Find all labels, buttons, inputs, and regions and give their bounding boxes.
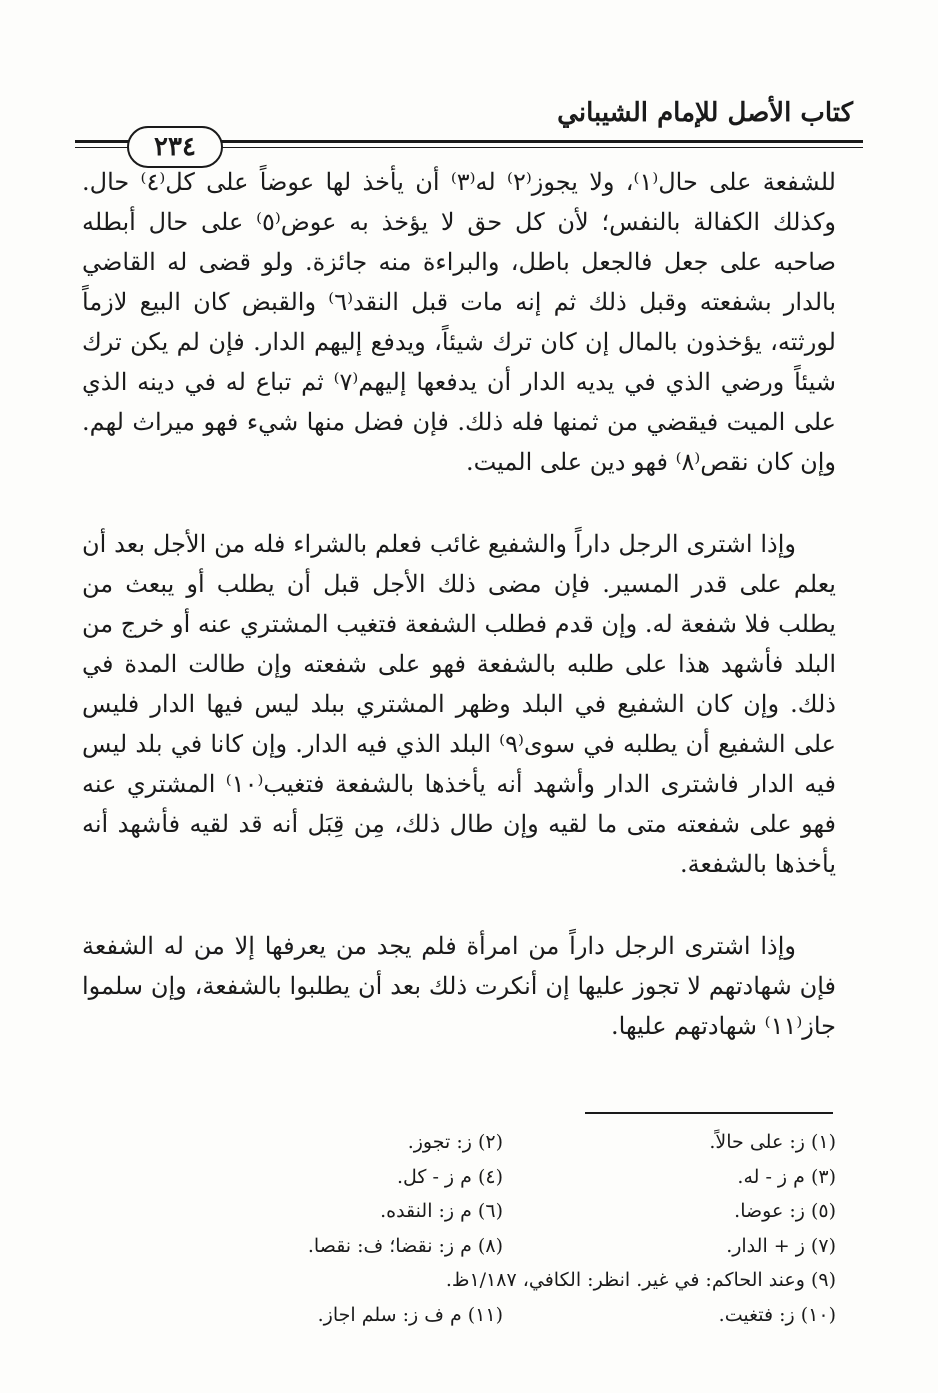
footnote: (٤) م ز - كل.	[396, 1165, 503, 1188]
footnote: (٦) م ز: النقده.	[380, 1200, 503, 1222]
footnote: (١١) م ف ز: سلم اجاز.	[317, 1303, 503, 1326]
footnote-row	[170, 1229, 836, 1264]
footnote: (٢) ز: تجوز.	[407, 1131, 503, 1153]
running-title: كتاب الأصل للإمام الشيباني	[557, 98, 853, 128]
main-text	[82, 162, 836, 1046]
footnote: (٨) م ز: نقضا؛ ف: نقصا.	[307, 1234, 503, 1257]
page-header	[75, 92, 863, 162]
footnote-separator	[585, 1112, 833, 1114]
footnotes	[170, 1125, 836, 1332]
footnote-row	[170, 1194, 836, 1229]
paragraph: وإذا اشترى الرجل داراً والشفيع غائب فعلم بالشراء فله من الأجل بعد أن يعلم على قدر المسير. فإن مضى ذلك الأجل قبل أن يطلب أو يبعث من يطلب فلا شفعة له. وإن قدم فطلب الشفعة فتغيب المشتري عنه أو خرج من البلد فأشهد هذا على طلبه بالشفعة فهو على شفعته وإن طالت المدة في ذلك. وإن كان الشفيع في البلد وظهر المشتري ببلد ليس فيها الدار فليس على الشفيع أن يطلبه في سوى⁽٩⁾ البلد الذي فيه الدار. وإن كانا في بلد ليس فيه الدار فاشترى الدار وأشهد أنه يأخذها بالشفعة فتغيب⁽١٠⁾ المشتري عنه فهو على شفعته متى ما لقيه وإن طال ذلك، مِن قِبَل أنه قد لقيه فأشهد أنه يأخذها بالشفعة.	[82, 530, 836, 878]
footnote-row	[170, 1298, 836, 1333]
paragraph: للشفعة على حال⁽١⁾، ولا يجوز⁽٢⁾ له⁽٣⁾ أن يأخذ لها عوضاً على كل⁽٤⁾ حال. وكذلك الكفالة بالنفس؛ لأن كل حق لا يؤخذ به عوض⁽٥⁾ على حال أبطله صاحبه على جعل فالجعل باطل، والبراءة منه جائزة. ولو قضى له القاضي بالدار بشفعته وقبل ذلك ثم إنه مات قبل النقد⁽٦⁾ والقبض كان البيع لازماً لورثته، يؤخذون بالمال إن كان ترك شيئاً، ويدفع إليهم الدار. فإن لم يكن ترك شيئاً ورضي الذي في يديه الدار أن يدفعها إليهم⁽٧⁾ ثم تباع له في دينه الذي على الميت فيقضي من ثمنها فله ذلك. فإن فضل منها شيء فهو ميراث لهم. وإن كان نقص⁽٨⁾ فهو دين على الميت.	[82, 168, 837, 476]
footnote-row	[170, 1160, 836, 1195]
paragraph: وإذا اشترى الرجل داراً من امرأة فلم يجد من يعرفها إلا من له الشفعة فإن شهادتهم لا تجوز عليها إن أنكرت ذلك بعد أن يطلبوا بالشفعة، وإن سلموا جاز⁽١١⁾ شهادتهم عليها.	[82, 932, 836, 1040]
footnote-row	[170, 1263, 836, 1298]
footnote: (١) ز: على حالاً.	[709, 1131, 836, 1153]
footnote: (٣) م ز - له.	[737, 1165, 836, 1188]
footnote: (٩) وعند الحاكم: في غير. انظر: الكافي، ١/١٨٧ظ.	[445, 1269, 836, 1291]
footnote: (١٠) ز: فتغيت.	[718, 1303, 836, 1326]
page-number: ٢٣٤	[154, 132, 196, 162]
footnote: (٧) ز + الدار.	[726, 1234, 836, 1257]
footnote-row	[170, 1125, 836, 1160]
footnote: (٥) ز: عوضا.	[734, 1200, 836, 1222]
